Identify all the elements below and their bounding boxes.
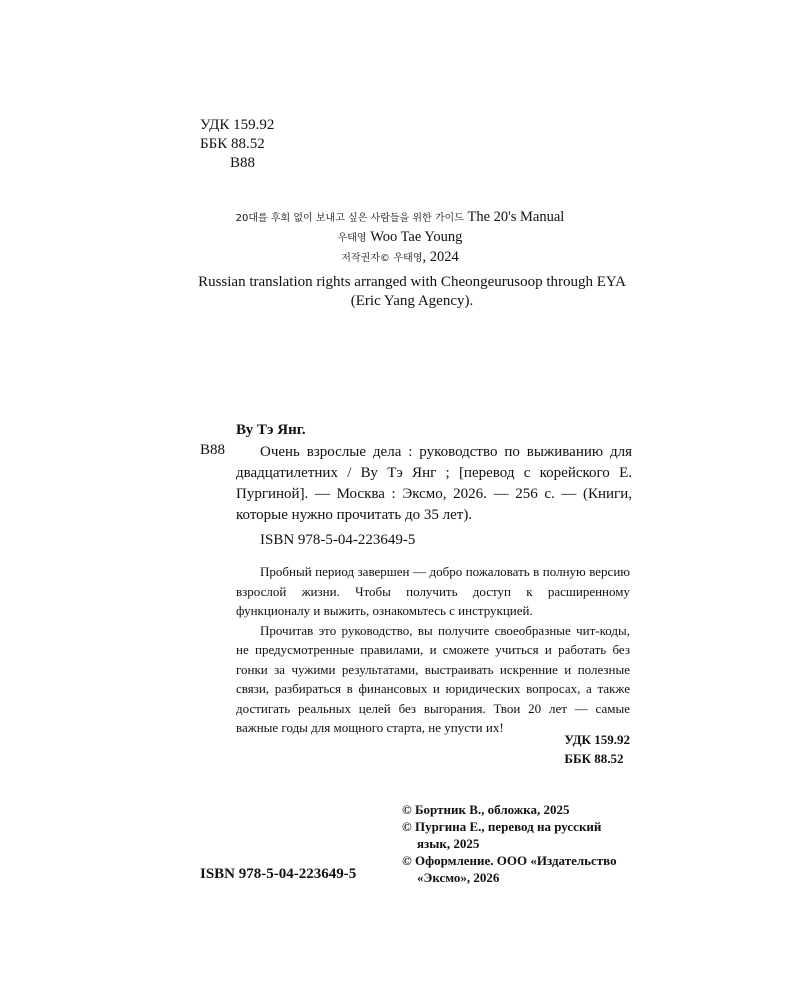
translation-rights: Russian translation rights arranged with Cheongeurusoop through EYA (Eric Yang Agency). bbox=[198, 274, 626, 309]
original-author-korean: 우태영 bbox=[337, 233, 367, 244]
original-author-line bbox=[0, 228, 800, 248]
bbk-code: ББК 88.52 bbox=[200, 136, 265, 152]
classification-codes bbox=[200, 116, 274, 173]
abstract-paragraph-1: Пробный период завершен — добро пожаловать в полную версию взрослой жизни. Чтобы получить доступ к расширенному функционалу и выжить, ознакомьтесь с инструкцией. bbox=[236, 564, 630, 618]
copyright-notices bbox=[402, 801, 632, 886]
isbn-number: ISBN 978-5-04-223649-5 bbox=[260, 532, 416, 548]
copyright-label-korean: 저작권자© bbox=[341, 253, 390, 264]
original-title-english: The 20's Manual bbox=[467, 209, 565, 225]
book-abstract bbox=[236, 562, 630, 738]
copyright-year: , 2024 bbox=[422, 249, 459, 265]
original-author-english: Woo Tae Young bbox=[370, 229, 463, 245]
original-copyright-line bbox=[0, 248, 800, 268]
author-mark: В88 bbox=[230, 155, 256, 171]
copyright-design: © Оформление. ООО «Издательство «Эксмо», 2026 bbox=[402, 853, 617, 885]
copyright-holder-korean: 우태영 bbox=[393, 253, 423, 264]
abstract-paragraph-2: Прочитав это руководство, вы получите своеобразные чит-коды, не предусмотренные правилами, и сможете учиться и работать без гонки за чужими результатами, выстраивать искренние и полезные связи, разбираться в финансовых и юридических вопросах, а также достигать реальных целей без выгорания. Твои 20 лет — самые важные годы для мощного старта, не упусти их! bbox=[236, 622, 630, 735]
bibliography-text: Очень взрослые дела : руководство по выживанию для двадцатилетних / Ву Тэ Янг ; [перевод с корейского Е. Пургиной]. — Москва : Эксмо, 2026. — 256 с. — (Книги, которые нужно прочитать до 35 лет). bbox=[236, 444, 632, 523]
isbn-bottom: ISBN 978-5-04-223649-5 bbox=[200, 866, 357, 882]
footer-udk-code: УДК 159.92 bbox=[564, 732, 630, 747]
copyright-cover: © Бортник В., обложка, 2025 bbox=[402, 802, 570, 817]
footer-bbk-code: ББК 88.52 bbox=[564, 751, 624, 766]
footer-classification-codes bbox=[564, 730, 630, 768]
bibliography-mark: В88 bbox=[200, 442, 226, 458]
original-title-korean: 20대를 후회 없이 보내고 싶은 사람들을 위한 가이드 bbox=[235, 213, 464, 224]
original-title-line bbox=[0, 208, 800, 228]
udk-code: УДК 159.92 bbox=[200, 117, 275, 133]
copyright-translation: © Пургина Е., перевод на русский язык, 2025 bbox=[402, 819, 602, 851]
original-edition-info bbox=[0, 208, 800, 268]
bibliography-author: Ву Тэ Янг. bbox=[236, 422, 306, 438]
